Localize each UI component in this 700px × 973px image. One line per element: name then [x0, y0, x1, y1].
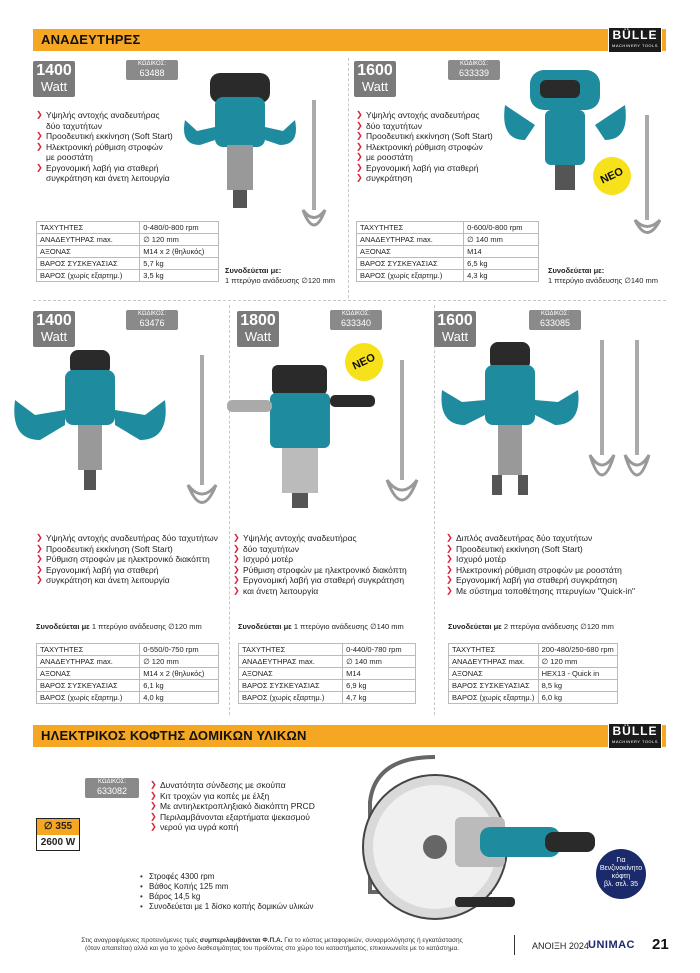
feature-item: ❯ Κιτ τροχών για κοπές με έλξη	[150, 791, 315, 802]
spec-table	[448, 643, 618, 704]
feature-item: με ροοστάτη	[46, 152, 93, 162]
divider	[33, 300, 666, 301]
product-code: ΚΩΔΙΚΟΣ: 633082	[85, 778, 139, 798]
power-badge: 1600 Watt	[354, 61, 396, 97]
table-row: ΒΑΡΟΣ ΣΥΣΚΕΥΑΣΙΑΣ 6,5 kg	[357, 258, 539, 270]
feature-item: ❯ Δυνατότητα σύνδεσης με σκούπα	[150, 780, 315, 791]
feature-list	[36, 110, 173, 184]
feature-item: ❯ Με σύστημα τοποθέτησης πτερυγίων "Quick-in"	[446, 586, 635, 597]
table-row: ΒΑΡΟΣ (χωρίς εξαρτημ.) 6,0 kg	[449, 692, 618, 704]
feature-list	[36, 533, 218, 586]
product-code: ΚΩΔΙΚΟΣ: 63488	[126, 60, 178, 80]
table-row: ΑΞΟΝΑΣ M14	[239, 668, 416, 680]
list-item: • Συνοδεύεται με 1 δίσκο κοπής δομικών υλικών	[140, 902, 313, 912]
table-row: ΑΞΟΝΑΣ M14 x 2 (θηλυκός)	[37, 246, 219, 258]
new-badge: ΝΕΟ	[339, 337, 389, 387]
feature-item: ❯ Εργονομική λαβή για σταθερή συγκράτηση	[233, 575, 407, 586]
power-badge: 1600 Watt	[434, 311, 476, 347]
divider	[434, 305, 435, 715]
table-row: ΒΑΡΟΣ ΣΥΣΚΕΥΑΣΙΑΣ 5,7 kg	[37, 258, 219, 270]
unimac-logo: UNIMAC	[588, 939, 635, 951]
feature-item: ❯ Υψηλής αντοχής αναδευτήρας δύο ταχυτήτων	[36, 533, 218, 544]
table-row: ΑΞΟΝΑΣ M14 x 2 (θηλυκός)	[37, 668, 219, 680]
feature-item: ❯ και άνετη λειτουργία	[233, 586, 407, 597]
feature-item: συγκράτηση και άνετη λειτουργία	[46, 173, 170, 183]
table-row: ΒΑΡΟΣ (χωρίς εξαρτημ.) 4,0 kg	[37, 692, 219, 704]
table-row: ΒΑΡΟΣ (χωρίς εξαρτημ.) 3,5 kg	[37, 270, 219, 282]
feature-list	[233, 533, 407, 596]
divider	[514, 935, 515, 955]
table-row: ΤΑΧΥΤΗΤΕΣ 0-600/0-800 rpm	[357, 222, 539, 234]
new-badge: ΝΕΟ	[587, 151, 637, 201]
table-row: ΤΑΧΥΤΗΤΕΣ 0-550/0-750 rpm	[37, 644, 219, 656]
table-row: ΑΞΟΝΑΣ HEX13 - Quick in	[449, 668, 618, 680]
table-row: ΤΑΧΥΤΗΤΕΣ 0-440/0-780 rpm	[239, 644, 416, 656]
feature-item: ❯ Περιλαμβάνονται εξαρτήματα ψεκασμού	[150, 812, 315, 823]
spec-table	[356, 221, 539, 282]
feature-item: ❯ Ρύθμιση στροφών με ηλεκτρονικό διακόπτη	[233, 565, 407, 576]
petrol-cutter-seal: Για Βενζινοκίνητο κόφτη βλ. σελ. 35	[596, 849, 646, 899]
bulle-logo: BÜLLE MACHINERY TOOLS	[608, 723, 662, 749]
footer-note: Στις αναγραφόμενες προτεινόμενες τιμές συμπεριλαμβάνεται Φ.Π.Α. Για το κόστος μεταφορικών, συναρμολόγησης ή εγκατάστασης (όταν απαιτείται) αλλά και για το χρόνο διαθεσιμότητας του προϊόντος στο χώρο του καταστήματος, επικοινωνείτε με το κατάστημα.	[81, 937, 463, 952]
feature-item: ❯ Εργονομική λαβή για σταθερή	[36, 163, 173, 174]
feature-item: ❯ Προοδευτική εκκίνηση (Soft Start)	[446, 544, 635, 555]
mixer-image	[440, 330, 665, 515]
includes-note: Συνοδεύεται με: 1 πτερύγιο ανάδευσης ∅140 mm	[548, 266, 658, 285]
feature-list	[150, 780, 315, 833]
bulle-logo: BÜLLE MACHINERY TOOLS	[608, 27, 662, 53]
feature-item: ❯ Προοδευτική εκκίνηση (Soft Start)	[356, 131, 493, 142]
feature-item: ❯ δύο ταχυτήτων	[356, 121, 493, 132]
feature-item: ❯ Υψηλής αντοχής αναδευτήρας	[233, 533, 407, 544]
includes-note: Συνοδεύεται με 1 πτερύγιο ανάδευσης ∅120 mm	[36, 622, 202, 631]
feature-item: ❯ Ηλεκτρονική ρύθμιση στροφών με ροοστάτη	[446, 565, 635, 576]
product-code: ΚΩΔΙΚΟΣ: 63476	[126, 310, 178, 330]
table-row: ΑΝΑΔΕΥΤΗΡΑΣ max. ∅ 120 mm	[37, 656, 219, 668]
feature-item: ❯ Ηλεκτρονική ρύθμιση στροφών	[36, 142, 173, 153]
disc-power-badge: ∅ 355 2600 W	[36, 818, 80, 851]
spec-table	[36, 221, 219, 282]
includes-note: Συνοδεύεται με 1 πτερύγιο ανάδευσης ∅140 mm	[238, 622, 404, 631]
power-badge: 1400 Watt	[33, 61, 75, 97]
table-row: ΒΑΡΟΣ ΣΥΣΚΕΥΑΣΙΑΣ 6,9 kg	[239, 680, 416, 692]
section-title: ΑΝΑΔΕΥΤΗΡΕΣ	[41, 32, 141, 47]
feature-item: ❯ Ισχυρό μοτέρ	[233, 554, 407, 565]
section-title: ΗΛΕΚΤΡΙΚΟΣ ΚΟΦΤΗΣ ΔΟΜΙΚΩΝ ΥΛΙΚΩΝ	[41, 728, 307, 743]
table-row: ΑΞΟΝΑΣ M14	[357, 246, 539, 258]
feature-item: ❯ Διπλός αναδευτήρας δύο ταχυτήτων	[446, 533, 635, 544]
feature-item: ❯ Υψηλής αντοχής αναδευτήρας	[356, 110, 493, 121]
spec-table	[36, 643, 219, 704]
page-number: 21	[652, 936, 669, 953]
feature-item: ❯ δύο ταχυτήτων	[233, 544, 407, 555]
table-row: ΑΝΑΔΕΥΤΗΡΑΣ max. ∅ 140 mm	[239, 656, 416, 668]
table-row: ΑΝΑΔΕΥΤΗΡΑΣ max. ∅ 140 mm	[357, 234, 539, 246]
feature-item: ❯ συγκράτηση και άνετη λειτουργία	[36, 575, 218, 586]
table-row: ΒΑΡΟΣ ΣΥΣΚΕΥΑΣΙΑΣ 6,1 kg	[37, 680, 219, 692]
list-item: • Βάθος Κοπής 125 mm	[140, 882, 313, 892]
divider	[348, 58, 349, 298]
feature-item: ❯ συγκράτηση	[356, 173, 493, 184]
mixer-image	[500, 65, 670, 245]
mixer-image	[175, 65, 340, 240]
table-row: ΒΑΡΟΣ ΣΥΣΚΕΥΑΣΙΑΣ 8,5 kg	[449, 680, 618, 692]
mixer-image	[222, 355, 432, 525]
spec-table	[238, 643, 416, 704]
table-row: ΒΑΡΟΣ (χωρίς εξαρτημ.) 4,7 kg	[239, 692, 416, 704]
footer-season: ΑΝΟΙΞΗ 2024	[532, 941, 589, 951]
table-row: ΒΑΡΟΣ (χωρίς εξαρτημ.) 4,3 kg	[357, 270, 539, 282]
power-badge: 1400 Watt	[33, 311, 75, 347]
feature-item: ❯ Εργονομική λαβή για σταθερή συγκράτηση	[446, 575, 635, 586]
feature-list	[446, 533, 635, 596]
includes-note: Συνοδεύεται με 2 πτερύγια ανάδευσης ∅120 mm	[448, 622, 614, 631]
product-code: ΚΩΔΙΚΟΣ: 633340	[330, 310, 382, 330]
feature-item: ❯ Ισχυρό μοτέρ	[446, 554, 635, 565]
includes-note: Συνοδεύεται με: 1 πτερύγιο ανάδευσης ∅120 mm	[225, 266, 335, 285]
feature-item: ❯ Εργονομική λαβή για σταθερή	[36, 565, 218, 576]
list-item: • Στροφές 4300 rpm	[140, 872, 313, 882]
cutter-image	[340, 752, 600, 927]
cutter-specs	[140, 872, 313, 912]
list-item: • Βάρος 14,5 kg	[140, 892, 313, 902]
feature-item: ❯ Με αντιηλεκτροπληξιακό διακόπτη PRCD	[150, 801, 315, 812]
feature-list	[356, 110, 493, 184]
feature-item: ❯ Υψηλής αντοχής αναδευτήρας	[36, 110, 173, 121]
mixer-image	[10, 345, 230, 525]
product-code: ΚΩΔΙΚΟΣ: 633085	[529, 310, 581, 330]
table-row: ΤΑΧΥΤΗΤΕΣ 0-480/0-800 rpm	[37, 222, 219, 234]
section-banner-mixers	[33, 29, 666, 51]
table-row: ΑΝΑΔΕΥΤΗΡΑΣ max. ∅ 120 mm	[37, 234, 219, 246]
table-row: ΑΝΑΔΕΥΤΗΡΑΣ max. ∅ 120 mm	[449, 656, 618, 668]
feature-item: ❯ Ρύθμιση στροφών με ηλεκτρονικό διακόπτη	[36, 554, 218, 565]
feature-item: ❯ νερού για υγρά κοπή	[150, 822, 315, 833]
section-banner-cutter	[33, 725, 666, 747]
feature-item: ❯ Ηλεκτρονική ρύθμιση στροφών	[356, 142, 493, 153]
feature-item: ❯ Εργονομική λαβή για σταθερή	[356, 163, 493, 174]
feature-item: ❯ με ροοστάτη	[356, 152, 493, 163]
feature-item: δύο ταχυτήτων	[46, 120, 102, 131]
feature-item: ❯ Προοδευτική εκκίνηση (Soft Start)	[36, 131, 173, 142]
feature-item: ❯ Προοδευτική εκκίνηση (Soft Start)	[36, 544, 218, 555]
product-code: ΚΩΔΙΚΟΣ: 633339	[448, 60, 500, 80]
power-badge: 1800 Watt	[237, 311, 279, 347]
table-row: ΤΑΧΥΤΗΤΕΣ 200-480/250-680 rpm	[449, 644, 618, 656]
